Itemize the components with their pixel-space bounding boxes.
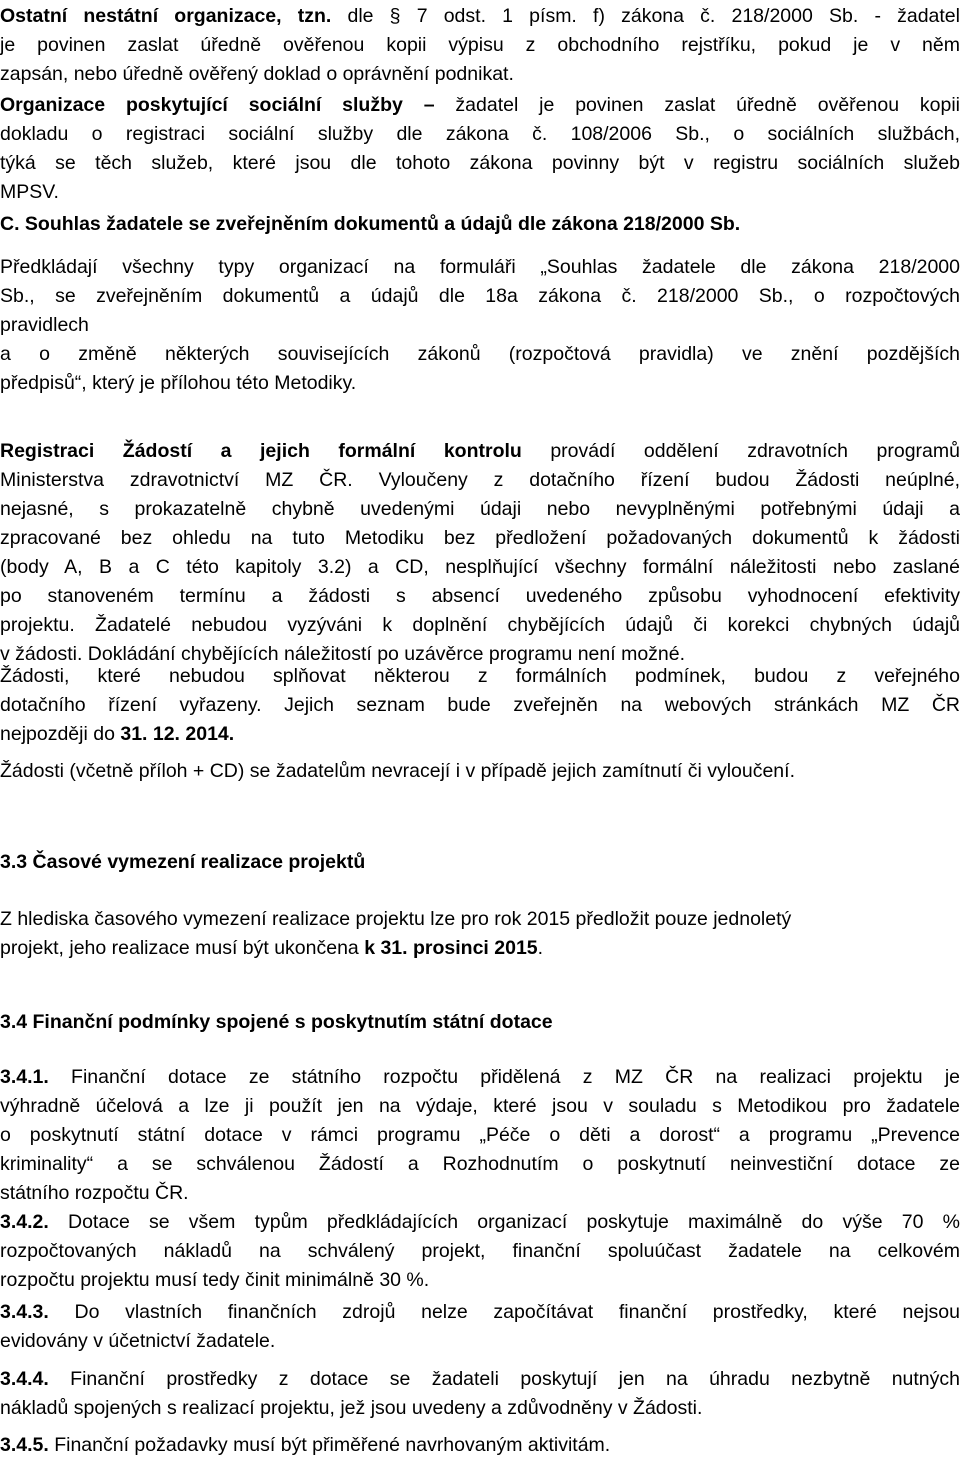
text-line: nákladů spojených s realizací projektu, jež jsou uvedeny a zdůvodněny v Žádosti. — [0, 1397, 703, 1419]
text-line: 3.4.2. Dotace se všem typům předkládajících organizací poskytuje maximálně do výše 70 % — [0, 1211, 960, 1233]
text-line: Ostatní nestátní organizace, tzn. dle § 7 odst. 1 písm. f) zákona č. 218/2000 Sb. - žadatel — [0, 5, 960, 27]
text-line: v žádosti. Dokládání chybějících náležitostí po uzávěrce programu není možné. — [0, 643, 686, 665]
paragraph-registration — [0, 437, 960, 669]
text-line: o poskytnutí státní dotace v rámci programu „Péče o děti a dorost“ a programu „Prevence — [0, 1124, 960, 1146]
clause-3-4-2 — [0, 1208, 960, 1295]
text-line: po stanoveném termínu a žádosti s absencí uvedeného způsobu vyhodnocení efektivity — [0, 585, 960, 607]
paragraph-no-return: Žádosti (včetně příloh + CD) se žadatelům nevracejí i v případě jejich zamítnutí či vyloučení. — [0, 760, 795, 782]
section-c-heading: C. Souhlas žadatele se zveřejněním dokumentů a údajů dle zákona 218/2000 Sb. — [0, 213, 741, 235]
text-line: 3.4.1. Finanční dotace ze státního rozpočtu přidělená z MZ ČR na realizaci projektu je — [0, 1066, 960, 1088]
text-line: evidovány v účetnictví žadatele. — [0, 1330, 276, 1352]
text-line: Sb., se zveřejněním dokumentů a údajů dle 18a zákona č. 218/2000 Sb., o rozpočtových — [0, 285, 960, 307]
text-line: dokladu o registraci sociální služby dle zákona č. 108/2006 Sb., o sociálních službách, — [0, 123, 960, 145]
clause-number: 3.4.3. — [0, 1301, 49, 1323]
paragraph-excluded — [0, 662, 960, 749]
text-line: nejasné, s prokazatelně chybně uvedenými údaji nebo nevyplněnými potřebnými údaji a — [0, 498, 960, 520]
text-line: MPSV. — [0, 181, 59, 203]
paragraph-other-ngo — [0, 2, 960, 89]
clause-number: 3.4.2. — [0, 1211, 49, 1233]
text-line: projektu. Žadatelé nebudou vyzýváni k doplnění chybějících údajů či korekci chybných údajů — [0, 614, 960, 636]
bold-term: Ostatní nestátní organizace, tzn. — [0, 5, 332, 27]
text-line: předpisů“, který je přílohou této Metodiky. — [0, 372, 357, 394]
text-line: a o změně některých souvisejících zákonů (rozpočtová pravidla) ve znění pozdějších — [0, 343, 960, 365]
text-line: výhradně účelová a lze ji použít jen na výdaje, které jsou v souladu s Metodikou pro žadatele — [0, 1095, 960, 1117]
clause-3-4-5 — [0, 1431, 960, 1460]
clause-3-4-3 — [0, 1298, 960, 1356]
text-line: 3.4.4. Finanční prostředky z dotace se žadateli poskytují jen na úhradu nezbytně nutných — [0, 1368, 960, 1390]
clause-3-4-4 — [0, 1365, 960, 1423]
text-line: nejpozději do 31. 12. 2014. — [0, 723, 235, 745]
paragraph-time-frame — [0, 905, 960, 963]
clause-3-4-1 — [0, 1063, 960, 1208]
end-date: k 31. prosinci 2015 — [364, 937, 538, 959]
text-line: Předkládají všechny typy organizací na formuláři „Souhlas žadatele dle zákona 218/2000 — [0, 256, 960, 278]
text-line: Registraci Žádostí a jejich formální kontrolu provádí oddělení zdravotních programů — [0, 440, 960, 462]
text-line: Z hlediska časového vymezení realizace projektu lze pro rok 2015 předložit pouze jednoletý — [0, 908, 792, 930]
text-line: zapsán, nebo úředně ověřený doklad o oprávnění podnikat. — [0, 63, 514, 85]
text-line: 3.4.3. Do vlastních finančních zdrojů nelze započítávat finanční prostředky, které nejsou — [0, 1301, 960, 1323]
text-line: projekt, jeho realizace musí být ukončena k 31. prosinci 2015. — [0, 937, 544, 959]
section-3-4-heading: 3.4 Finanční podmínky spojené s poskytnutím státní dotace — [0, 1011, 553, 1033]
paragraph-consent — [0, 253, 960, 398]
text-line: je povinen zaslat úředně ověřenou kopii výpisu z obchodního rejstříku, pokud je v něm — [0, 34, 960, 56]
text-line: zpracované bez ohledu na tuto Metodiku bez předložení požadovaných dokumentů k žádosti — [0, 527, 960, 549]
text-line: Ministerstva zdravotnictví MZ ČR. Vyloučeny z dotačního řízení budou Žádosti neúplné, — [0, 469, 960, 491]
clause-number: 3.4.5. — [0, 1434, 49, 1456]
text-line: Žádosti, které nebudou splňovat některou z formálních podmínek, budou z veřejného — [0, 665, 960, 687]
text-line: rozpočtovaných nákladů na schválený projekt, finanční spoluúčast žadatele na celkovém — [0, 1240, 960, 1262]
text-line: rozpočtu projektu musí tedy činit minimálně 30 %. — [0, 1269, 430, 1291]
text-line: (body A, B a C této kapitoly 3.2) a CD, nesplňující všechny formální náležitosti nebo zaslané — [0, 556, 960, 578]
bold-term: Organizace poskytující sociální služby – — [0, 94, 435, 116]
clause-number: 3.4.4. — [0, 1368, 49, 1390]
text-line: dotačního řízení vyřazeny. Jejich seznam bude zveřejněn na webových stránkách MZ ČR — [0, 694, 960, 716]
section-3-3-heading: 3.3 Časové vymezení realizace projektů — [0, 851, 366, 873]
text-line: státního rozpočtu ČR. — [0, 1182, 189, 1204]
paragraph-social-services — [0, 91, 960, 207]
clause-number: 3.4.1. — [0, 1066, 49, 1088]
text-line: 3.4.5. Finanční požadavky musí být přiměřené navrhovaným aktivitám. — [0, 1434, 611, 1456]
text-line: pravidlech — [0, 314, 89, 336]
bold-term: Registraci Žádostí a jejich formální kontrolu — [0, 440, 522, 462]
text-line: týká se těch služeb, které jsou dle tohoto zákona povinny být v registru sociálních služeb — [0, 152, 960, 174]
text-line: Organizace poskytující sociální služby – žadatel je povinen zaslat úředně ověřenou kopii — [0, 94, 960, 116]
deadline-date: 31. 12. 2014. — [120, 723, 235, 745]
text-line: kriminality“ a se schválenou Žádostí a Rozhodnutím o poskytnutí neinvestiční dotace ze — [0, 1153, 960, 1175]
